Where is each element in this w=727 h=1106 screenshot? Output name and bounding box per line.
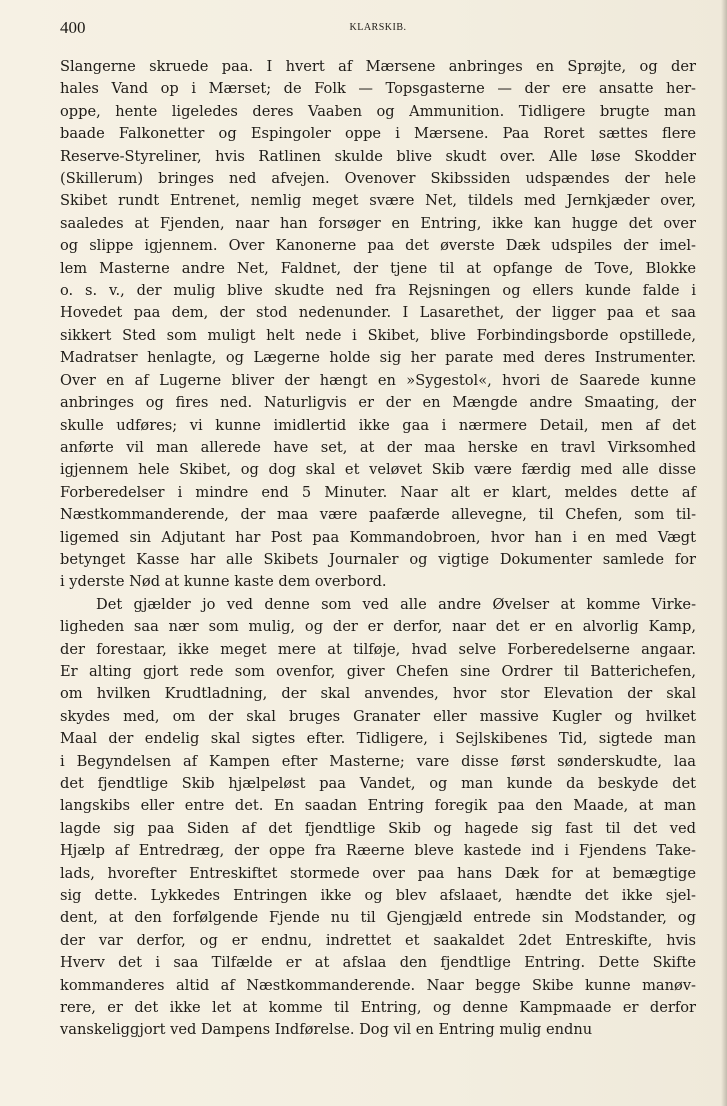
text-line: Maal der endelig skal sigtes efter. Tidligere, i Sejlskibenes Tid, sigtede man [60,730,696,748]
paragraph-2 [60,594,696,1042]
text-line: Er alting gjort rede som ovenfor, giver Chefen sine Ordrer til Batterichefen, [60,662,696,680]
text-line: Det gjælder jo ved denne som ved alle andre Øvelser at komme Virke- [96,595,696,613]
text-line: anførte vil man allerede have set, at der maa herske en travl Virksomhed [60,438,696,456]
running-title: KLARSKIB. [349,22,407,33]
text-line: igjennem hele Skibet, og dog skal et veløvet Skib være færdig med alle disse [60,461,696,479]
page-header [60,18,696,40]
text-line: vanskeliggjort ved Dampens Indførelse. Dog vil en Entring mulig endnu [60,1021,593,1039]
text-line: saaledes at Fjenden, naar han forsøger en Entring, ikke kan hugge det over [60,214,696,232]
text-line: og slippe igjennem. Over Kanonerne paa det øverste Dæk udspiles der imel- [60,237,696,255]
text-line: Forberedelser i mindre end 5 Minuter. Naar alt er klart, meldes dette af [60,483,696,501]
text-line: Hverv det i saa Tilfælde er at afslaa den fjendtlige Entring. Dette Skifte [60,954,696,972]
text-line: betynget Kasse har alle Skibets Journaler og vigtige Dokumenter samlede for [60,550,696,568]
text-line: i Begyndelsen af Kampen efter Masterne; vare disse først sønderskudte, laa [60,752,696,770]
text-line: Reserve-Styreliner, hvis Ratlinen skulde blive skudt over. Alle løse Skodder [60,147,696,165]
text-line: sig dette. Lykkedes Entringen ikke og blev afslaaet, hændte det ikke sjel- [60,887,696,905]
text-line: oppe, hente ligeledes deres Vaaben og Ammunition. Tidligere brugte man [60,102,696,120]
text-line: o. s. v., der mulig blive skudte ned fra Rejsningen og ellers kunde falde i [60,282,696,300]
text-line: Hjælp af Entredræg, der oppe fra Ræerne bleve kastede ind i Fjendens Take- [60,842,696,860]
text-line: Skibet rundt Entrenet, nemlig meget svære Net, tildels med Jernkjæder over, [60,192,696,210]
text-line: anbringes og fires ned. Naturligvis er der en Mængde andre Smaating, der [60,394,696,412]
text-line: Madratser henlagte, og Lægerne holde sig her parate med deres Instrumenter. [60,349,696,367]
text-line: Slangerne skruede paa. I hvert af Mærsene anbringes en Sprøjte, og der [60,58,696,75]
text-line: lads, hvorefter Entreskiftet stormede over paa hans Dæk for at bemægtige [60,864,696,882]
text-line: lagde sig paa Siden af det fjendtlige Skib og hagede sig fast til det ved [60,819,696,837]
text-line: det fjendtlige Skib hjælpeløst paa Vandet, og man kunde da beskyde det [60,775,696,792]
text-line: baade Falkonetter og Espingoler oppe i Mærsene. Paa Roret sættes flere [60,125,696,143]
text-line: Næstkommanderende, der maa være paafærde allevegne, til Chefen, som til- [60,506,696,524]
page-number: 400 [60,18,86,37]
text-line: skydes med, om der skal bruges Granater eller massive Kugler og hvilket [60,707,696,725]
text-line: skulle udføres; vi kunne imidlertid ikke gaa i nærmere Detail, men af det [60,416,696,434]
text-line: rere, er det ikke let at komme til Entring, og denne Kampmaade er derfor [60,999,696,1017]
text-line: lem Masterne andre Net, Faldnet, der tjene til at opfange de Tove, Blokke [60,259,696,277]
text-line: om hvilken Krudtladning, der skal anvendes, hvor stor Elevation der skal [60,685,696,703]
text-line: (Skillerum) bringes ned afvejen. Ovenover Skibssiden udspændes der hele [60,170,696,188]
text-line: i yderste Nød at kunne kaste dem overbord. [60,573,387,591]
text-line: ligheden saa nær som mulig, og der er derfor, naar det er en alvorlig Kamp, [60,618,696,636]
text-line: ligemed sin Adjutant har Post paa Kommandobroen, hvor han i en med Vægt [60,528,696,546]
text-line: kommanderes altid af Næstkommanderende. Naar begge Skibe kunne manøv- [60,976,696,994]
paragraph-1 [60,56,696,594]
page-edge-shadow [721,0,727,1106]
text-line: der var derfor, og er endnu, indrettet et saakaldet 2det Entreskifte, hvis [60,931,696,949]
text-line: Over en af Lugerne bliver der hængt en »Sygestol«, hvori de Saarede kunne [60,371,696,389]
text-line: sikkert Sted som muligt helt nede i Skibet, blive Forbindingsborde opstillede, [60,326,696,344]
body-text [60,56,696,1042]
text-line: hales Vand op i Mærset; de Folk — Topsgasterne — der ere ansatte her- [60,80,696,98]
text-line: der forestaar, ikke meget mere at tilføje, hvad selve Forberedelserne angaar. [60,640,696,658]
text-line: dent, at den forfølgende Fjende nu til Gjengjæld entrede sin Modstander, og [60,909,696,927]
text-line: langskibs eller entre det. En saadan Entring foregik paa den Maade, at man [60,797,696,815]
text-line: Hovedet paa dem, der stod nedenunder. I Lasarethet, der ligger paa et saa [60,304,696,322]
